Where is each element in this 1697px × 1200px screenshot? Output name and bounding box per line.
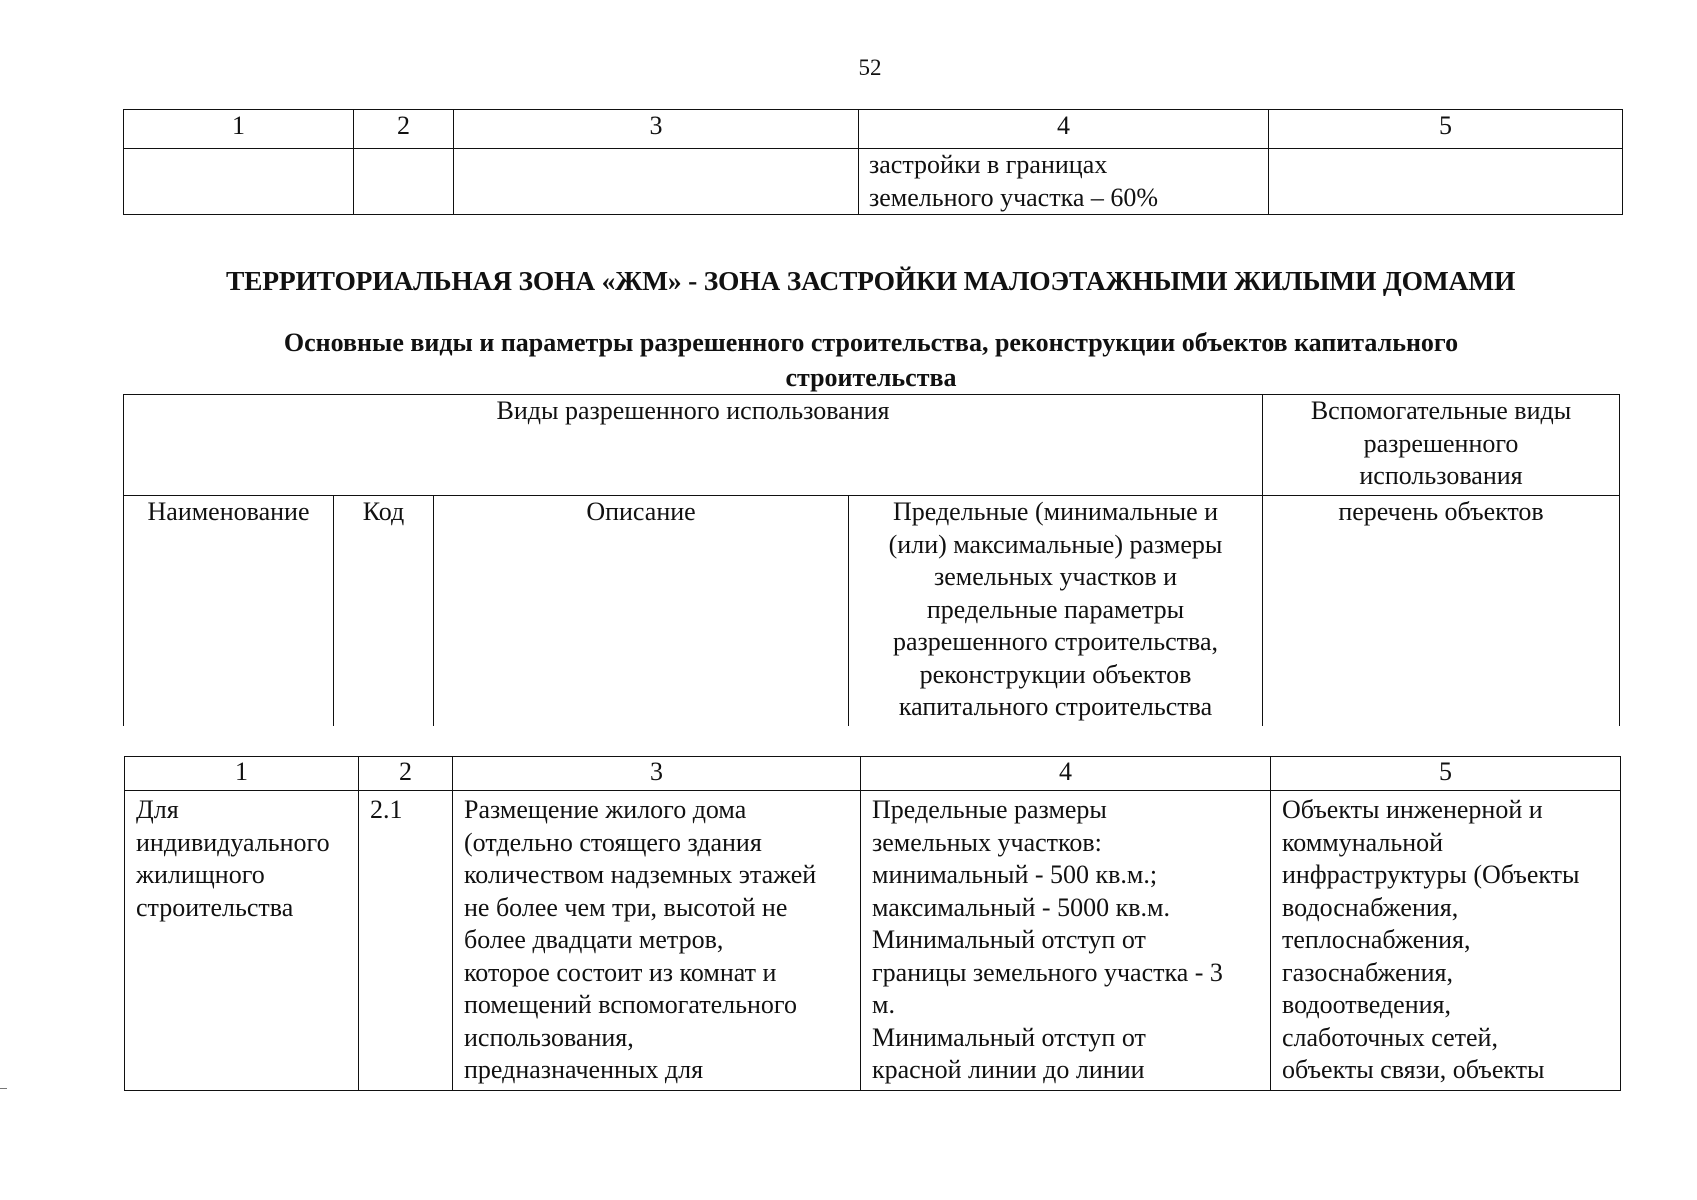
subtitle-line: Основные виды и параметры разрешенного строительства, реконструкции объектов капитального (283, 328, 1459, 357)
cell-text-line: Размещение жилого дома (464, 795, 747, 824)
cell-text-line: земельного участка – 60% (869, 182, 1159, 212)
cell-text-line: (отдельно стоящего здания (464, 827, 762, 857)
code-header-cell: Код (334, 496, 434, 727)
table-cell (1269, 149, 1623, 215)
cell-text-line: индивидуального (136, 827, 330, 857)
cell-text-line: (или) максимальные) размеры (888, 529, 1223, 559)
cell-text-line: водоснабжения, (1282, 892, 1459, 922)
column-number-cell: 1 (124, 110, 354, 149)
column-number-cell: 2 (354, 110, 454, 149)
cell-text-line: красной линии до линии (872, 1055, 1145, 1084)
column-number-cell: 2 (359, 757, 453, 791)
cell-text-line: реконструкции объектов (919, 659, 1192, 689)
cell-text-line: коммунальной (1282, 827, 1444, 857)
aux-objects-cell (1271, 791, 1621, 1091)
cell-text-line: Минимальный отступ от (872, 925, 1146, 954)
cell-text-line: земельных участков и (933, 562, 1178, 591)
use-description-cell (453, 791, 861, 1091)
cell-text-line: использования, (464, 1022, 634, 1052)
column-number-cell: 5 (1269, 110, 1623, 149)
column-number-cell: 3 (453, 757, 861, 791)
cell-text-line: разрешенного строительства, (893, 627, 1218, 656)
zone-title: ТЕРРИТОРИАЛЬНАЯ ЗОНА «ЖМ» - ЗОНА ЗАСТРОЙКИ МАЛОЭТАЖНЫМИ ЖИЛЫМИ ДОМАМИ (226, 265, 1516, 296)
cell-text-line: Минимальный отступ от (872, 1022, 1146, 1052)
use-code-cell: 2.1 (359, 791, 453, 1091)
cell-text-line: предельные параметры (926, 594, 1185, 624)
table-row (125, 791, 1621, 1091)
subtitle-line: строительства (785, 363, 957, 392)
cell-text-line: более двадцати метров, (464, 925, 724, 954)
use-limits-cell (861, 791, 1271, 1091)
cell-text-line: капитального строительства (898, 692, 1213, 721)
cell-text-line: теплоснабжения, (1282, 925, 1471, 954)
page-number: 52 (858, 55, 882, 80)
description-header-cell: Описание (434, 496, 849, 727)
cell-text-line: Предельные размеры (872, 795, 1107, 824)
cell-text-line: водоотведения, (1282, 990, 1451, 1019)
main-header-cell: Виды разрешенного использования (124, 395, 1263, 496)
table-cell (454, 149, 859, 215)
column-number-cell: 5 (1271, 757, 1621, 791)
cell-text-line: предназначенных для (464, 1055, 704, 1084)
header-table (123, 394, 1620, 726)
objects-header-cell: перечень объектов (1263, 496, 1620, 727)
scan-margin-mark (0, 1088, 7, 1089)
cell-text-line: объекты связи, объекты (1282, 1055, 1545, 1084)
table-cell (354, 149, 454, 215)
cell-text-line: использования (1359, 461, 1523, 490)
cell-text-line: жилищного (136, 860, 265, 889)
name-header-cell: Наименование (124, 496, 334, 727)
cell-text-line: границы земельного участка - 3 (872, 957, 1223, 987)
table-cell (124, 149, 354, 215)
cell-text-line: разрешенного (1363, 428, 1519, 458)
cell-text-line: максимальный - 5000 кв.м. (872, 892, 1170, 922)
table-row (124, 149, 1623, 215)
use-name-cell (125, 791, 359, 1091)
cell-text-line: не более чем три, высотой не (464, 892, 788, 922)
cell-text-line: минимальный - 500 кв.м.; (872, 860, 1158, 889)
cell-text-line: количеством надземных этажей (464, 860, 817, 889)
cell-text-line: Предельные (минимальные и (892, 497, 1219, 526)
continued-table (123, 109, 1623, 215)
cell-text-line: земельных участков: (872, 827, 1102, 857)
cell-text-line: застройки в границах (869, 150, 1108, 179)
table-row (125, 757, 1621, 791)
table-row (124, 395, 1620, 496)
table-row (124, 496, 1620, 727)
column-number-cell: 4 (861, 757, 1271, 791)
cell-text-line: инфраструктуры (Объекты (1282, 860, 1580, 889)
column-number-cell: 4 (859, 110, 1269, 149)
data-table (124, 756, 1621, 1091)
cell-text-line: Для (136, 795, 179, 824)
cell-text-line: строительства (136, 892, 294, 922)
table-row (124, 110, 1623, 149)
cell-text-line: Вспомогательные виды (1310, 396, 1572, 425)
column-number-cell: 3 (454, 110, 859, 149)
cell-text-line: помещений вспомогательного (464, 990, 797, 1019)
cell-text-line: которое состоит из комнат и (464, 957, 777, 987)
column-number-cell: 1 (125, 757, 359, 791)
cell-text-line: м. (872, 990, 895, 1019)
table-cell (859, 149, 1269, 215)
cell-text-line: газоснабжения, (1282, 957, 1453, 987)
limits-header-cell (849, 496, 1263, 727)
cell-text-line: Объекты инженерной и (1282, 795, 1543, 824)
aux-header-cell (1263, 395, 1620, 496)
section-subtitle (226, 325, 1516, 395)
cell-text-line: слаботочных сетей, (1282, 1022, 1498, 1052)
